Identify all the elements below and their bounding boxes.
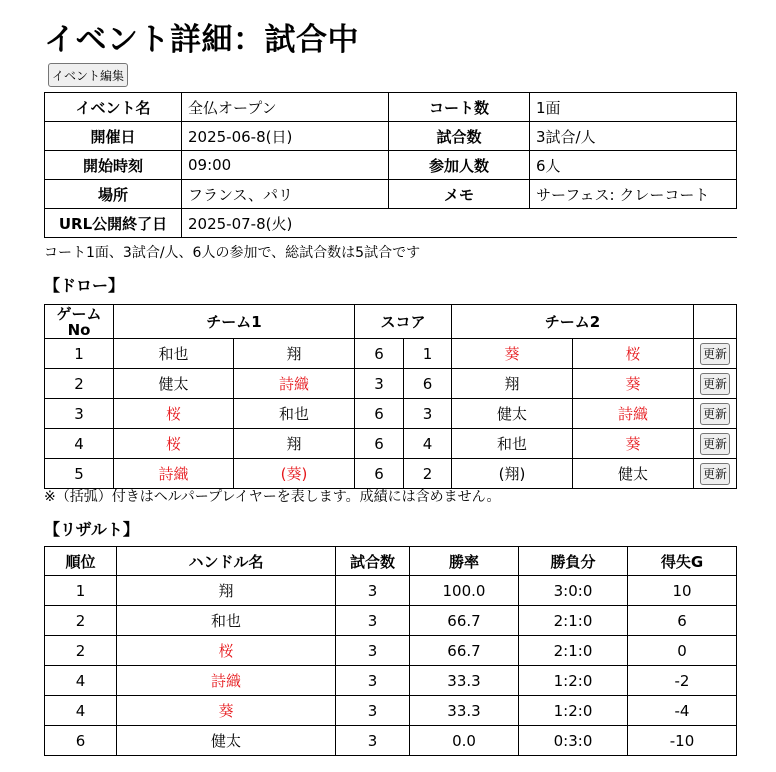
result-table — [44, 546, 737, 756]
game-difference: 10 — [628, 576, 737, 606]
edit-event-button[interactable]: イベント編集 — [48, 63, 128, 87]
team1-player: (葵) — [234, 459, 355, 489]
update-cell — [694, 399, 737, 429]
url-expiry-label: URL公開終了日 — [45, 209, 182, 238]
update-button[interactable]: 更新 — [700, 373, 730, 395]
score-team1: 6 — [355, 429, 404, 459]
handle-name: 和也 — [117, 606, 336, 636]
win-loss-draw: 1:2:0 — [519, 666, 628, 696]
score-team2: 4 — [404, 429, 452, 459]
handle-name: 翔 — [117, 576, 336, 606]
game-no: 4 — [45, 429, 114, 459]
team1-player: 和也 — [114, 339, 234, 369]
score-team2: 3 — [404, 399, 452, 429]
draw-row — [45, 459, 737, 489]
score-team2: 6 — [404, 369, 452, 399]
team1-player: 詩織 — [114, 459, 234, 489]
draw-row — [45, 339, 737, 369]
games-played: 3 — [336, 606, 410, 636]
game-difference: -2 — [628, 666, 737, 696]
team1-player: 和也 — [234, 399, 355, 429]
rank: 2 — [45, 606, 117, 636]
team1-player: 桜 — [114, 429, 234, 459]
info-label: 場所 — [45, 180, 182, 209]
game-no: 3 — [45, 399, 114, 429]
rank: 1 — [45, 576, 117, 606]
score-team2: 1 — [404, 339, 452, 369]
update-button[interactable]: 更新 — [700, 463, 730, 485]
info-value: 2025-06-8(日) — [182, 122, 389, 151]
result-column-header: 試合数 — [336, 547, 410, 576]
draw-row — [45, 399, 737, 429]
result-column-header: ハンドル名 — [117, 547, 336, 576]
games-played: 3 — [336, 576, 410, 606]
info-row — [45, 151, 737, 180]
team2-player: (翔) — [452, 459, 573, 489]
team1-player: 翔 — [234, 339, 355, 369]
info-label: イベント名 — [45, 93, 182, 122]
event-info-table — [44, 92, 737, 238]
match-summary: コート1面、3試合/人、6人の参加で、総試合数は5試合です — [44, 245, 421, 261]
team2-player: 翔 — [452, 369, 573, 399]
info-value: 09:00 — [182, 151, 389, 180]
result-column-header: 勝率 — [410, 547, 519, 576]
win-loss-draw: 2:1:0 — [519, 606, 628, 636]
result-row — [45, 666, 737, 696]
game-difference: -4 — [628, 696, 737, 726]
info-row — [45, 180, 737, 209]
rank: 6 — [45, 726, 117, 756]
game-difference: 6 — [628, 606, 737, 636]
win-rate: 66.7 — [410, 636, 519, 666]
info-label: コート数 — [389, 93, 530, 122]
result-row — [45, 576, 737, 606]
score-team1: 6 — [355, 459, 404, 489]
games-played: 3 — [336, 636, 410, 666]
rank: 4 — [45, 666, 117, 696]
info-value: 全仏オープン — [182, 93, 389, 122]
result-row — [45, 726, 737, 756]
team2-player: 健太 — [573, 459, 694, 489]
game-no: 2 — [45, 369, 114, 399]
game-difference: -10 — [628, 726, 737, 756]
score-team1: 6 — [355, 339, 404, 369]
team2-player: 葵 — [573, 429, 694, 459]
win-loss-draw: 1:2:0 — [519, 696, 628, 726]
team2-player: 葵 — [452, 339, 573, 369]
info-label: 試合数 — [389, 122, 530, 151]
result-row — [45, 696, 737, 726]
handle-name: 桜 — [117, 636, 336, 666]
win-loss-draw: 2:1:0 — [519, 636, 628, 666]
games-played: 3 — [336, 726, 410, 756]
team1-player: 健太 — [114, 369, 234, 399]
update-button[interactable]: 更新 — [700, 343, 730, 365]
info-label: 開始時刻 — [45, 151, 182, 180]
info-value: 1面 — [530, 93, 737, 122]
url-expiry-value: 2025-07-8(火) — [182, 209, 737, 238]
games-played: 3 — [336, 666, 410, 696]
info-value: フランス、パリ — [182, 180, 389, 209]
team2-header: チーム2 — [452, 305, 694, 339]
info-label: 開催日 — [45, 122, 182, 151]
draw-table — [44, 304, 737, 489]
win-rate: 100.0 — [410, 576, 519, 606]
team1-player: 詩織 — [234, 369, 355, 399]
game-difference: 0 — [628, 636, 737, 666]
win-rate: 33.3 — [410, 666, 519, 696]
update-cell — [694, 339, 737, 369]
info-row — [45, 93, 737, 122]
helper-player-footnote: ※（括弧）付きはヘルパープレイヤーを表します。成績には含めません。 — [44, 489, 501, 505]
game-no-header: ゲーム No — [45, 305, 114, 339]
score-team1: 3 — [355, 369, 404, 399]
info-label: 参加人数 — [389, 151, 530, 180]
update-cell — [694, 429, 737, 459]
draw-row — [45, 429, 737, 459]
rank: 2 — [45, 636, 117, 666]
game-no: 1 — [45, 339, 114, 369]
team1-player: 桜 — [114, 399, 234, 429]
info-value: サーフェス: クレーコート — [530, 180, 737, 209]
result-column-header: 勝負分 — [519, 547, 628, 576]
team2-player: 和也 — [452, 429, 573, 459]
result-column-header: 順位 — [45, 547, 117, 576]
team2-player: 桜 — [573, 339, 694, 369]
rank: 4 — [45, 696, 117, 726]
update-cell — [694, 459, 737, 489]
result-column-header: 得失G — [628, 547, 737, 576]
draw-row — [45, 369, 737, 399]
win-rate: 0.0 — [410, 726, 519, 756]
result-row — [45, 636, 737, 666]
game-no: 5 — [45, 459, 114, 489]
handle-name: 葵 — [117, 696, 336, 726]
info-value: 6人 — [530, 151, 737, 180]
handle-name: 詩織 — [117, 666, 336, 696]
info-row-url-expiry — [45, 209, 737, 238]
update-cell — [694, 369, 737, 399]
draw-heading: 【ドロー】 — [44, 276, 125, 295]
team1-player: 翔 — [234, 429, 355, 459]
win-loss-draw: 3:0:0 — [519, 576, 628, 606]
info-value: 3試合/人 — [530, 122, 737, 151]
team1-header: チーム1 — [114, 305, 355, 339]
games-played: 3 — [336, 696, 410, 726]
update-button[interactable]: 更新 — [700, 433, 730, 455]
win-loss-draw: 0:3:0 — [519, 726, 628, 756]
team2-player: 詩織 — [573, 399, 694, 429]
info-row — [45, 122, 737, 151]
action-header — [694, 305, 737, 339]
result-heading: 【リザルト】 — [44, 520, 139, 539]
result-row — [45, 606, 737, 636]
score-header: スコア — [355, 305, 452, 339]
score-team1: 6 — [355, 399, 404, 429]
info-label: メモ — [389, 180, 530, 209]
score-team2: 2 — [404, 459, 452, 489]
win-rate: 66.7 — [410, 606, 519, 636]
win-rate: 33.3 — [410, 696, 519, 726]
page-title: イベント詳細：試合中 — [44, 22, 359, 58]
team2-player: 健太 — [452, 399, 573, 429]
update-button[interactable]: 更新 — [700, 403, 730, 425]
team2-player: 葵 — [573, 369, 694, 399]
handle-name: 健太 — [117, 726, 336, 756]
